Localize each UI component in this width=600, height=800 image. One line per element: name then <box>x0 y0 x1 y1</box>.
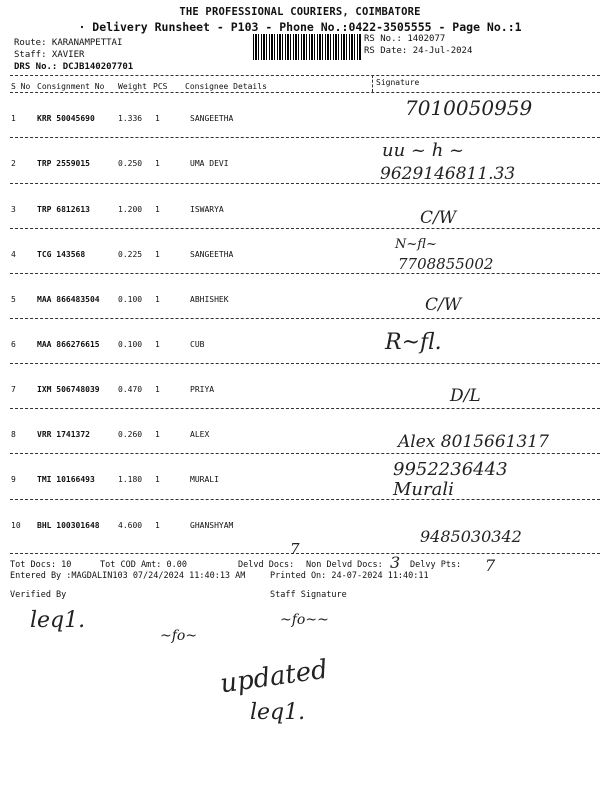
row-weight: 1.336 <box>118 114 143 123</box>
row-weight: 0.100 <box>118 340 143 349</box>
row-pcs: 1 <box>155 205 160 214</box>
row-consignee: ALEX <box>190 430 210 439</box>
row-sno: 2 <box>11 159 16 168</box>
row-sno: 3 <box>11 205 16 214</box>
handwriting-row2: 9629146811.33 <box>380 164 516 184</box>
staff-signature-scribble-2: ~fo~~ <box>280 612 329 628</box>
row-consignment-no: TRP 6812613 <box>37 205 90 214</box>
row-consignee: GHANSHYAM <box>190 521 234 530</box>
company-name: THE PROFESSIONAL COURIERS, COIMBATORE <box>179 6 421 18</box>
handwriting-row5: C/W <box>425 295 462 315</box>
handwriting-row10: 9485030342 <box>420 527 522 546</box>
col-sno: S No <box>11 82 31 91</box>
row-consignment-no: IXM 506748039 <box>37 385 100 394</box>
table-header-rule <box>10 92 600 93</box>
col-consignment: Consignment No <box>37 82 105 91</box>
row-weight: 1.180 <box>118 475 143 484</box>
row-sno: 8 <box>11 430 16 439</box>
row-consignee: ISWARYA <box>190 205 224 214</box>
row-consignee: SANGEETHA <box>190 114 234 123</box>
row-pcs: 1 <box>155 295 160 304</box>
row-consignment-no: TRP 2559015 <box>37 159 90 168</box>
row-pcs: 1 <box>155 114 160 123</box>
row-sno: 7 <box>11 385 16 394</box>
delivery-points-hand: 7 <box>485 556 496 575</box>
delivery-points-label: Delvy Pts: <box>410 560 462 570</box>
row-weight: 0.225 <box>118 250 143 259</box>
handwriting-row9: 9952236443 Murali <box>393 459 508 500</box>
rs-date: RS Date: 24-Jul-2024 <box>364 46 473 56</box>
row-consignee: ABHISHEK <box>190 295 229 304</box>
row-weight: 0.100 <box>118 295 143 304</box>
row-rule <box>10 363 600 364</box>
non-delivered-docs-hand: 3 <box>390 553 401 572</box>
col-consignee: Consignee Details <box>185 82 267 91</box>
row-sno: 10 <box>11 521 21 530</box>
staff-signature-scribble-1: ~fo~ <box>160 628 198 644</box>
col-weight: Weight <box>118 82 147 91</box>
row-weight: 0.470 <box>118 385 143 394</box>
handwriting-row1: 7010050959 <box>405 96 533 120</box>
row-rule <box>10 408 600 409</box>
rs-number: RS No.: 1402077 <box>364 34 446 44</box>
row-consignee: MURALI <box>190 475 219 484</box>
barcode <box>253 34 361 60</box>
row-consignee: SANGEETHA <box>190 250 234 259</box>
row-pcs: 1 <box>155 340 160 349</box>
staff: Staff: XAVIER <box>14 50 85 60</box>
col-signature: Signature <box>376 78 420 87</box>
route: Route: KARANAMPETTAI <box>14 38 123 48</box>
verifier-signature: leq1. <box>30 608 86 633</box>
handwriting-row3: C/W <box>420 208 457 228</box>
signature-scribble-row4: N~fl~ <box>395 237 437 252</box>
row-consignment-no: KRR 50045690 <box>37 114 95 123</box>
handwriting-row7: D/L <box>450 386 481 406</box>
row-consignment-no: MAA 866483504 <box>37 295 100 304</box>
table-top-rule <box>10 75 600 76</box>
delivered-docs-hand: 7 <box>290 540 300 558</box>
row-weight: 0.260 <box>118 430 143 439</box>
signature-scribble-row2: uu ~ h ~ <box>382 140 465 161</box>
row-pcs: 1 <box>155 521 160 530</box>
row-pcs: 1 <box>155 475 160 484</box>
totals-rule <box>10 553 600 554</box>
row-consignment-no: TMI 10166493 <box>37 475 95 484</box>
row-pcs: 1 <box>155 430 160 439</box>
delivered-docs-label: Delvd Docs: <box>238 560 295 570</box>
row-pcs: 1 <box>155 159 160 168</box>
updated-note: updated <box>218 654 330 700</box>
row-sno: 9 <box>11 475 16 484</box>
row-rule <box>10 228 600 229</box>
drs-number: DRS No.: DCJB140207701 <box>14 62 134 72</box>
non-delivered-docs-label: Non Delvd Docs: <box>306 560 383 570</box>
row-pcs: 1 <box>155 385 160 394</box>
verified-by-label: Verified By <box>10 590 67 600</box>
signature-scribble-row6: R~fl. <box>385 330 442 355</box>
row-sno: 1 <box>11 114 16 123</box>
row-rule <box>10 137 600 138</box>
handwriting-row8: Alex 8015661317 <box>398 432 549 452</box>
runsheet-title: · Delivery Runsheet - P103 - Phone No.:0422-3505555 - Page No.:1 <box>78 20 522 34</box>
row-consignment-no: MAA 866276615 <box>37 340 100 349</box>
row-weight: 1.200 <box>118 205 143 214</box>
row-consignee: PRIYA <box>190 385 215 394</box>
row-consignment-no: VRR 1741372 <box>37 430 90 439</box>
row-rule <box>10 318 600 319</box>
row-consignee: CUB <box>190 340 205 349</box>
row-rule <box>10 453 600 454</box>
row-pcs: 1 <box>155 250 160 259</box>
entered-by: Entered By :MAGDALIN103 07/24/2024 11:40:13 AM <box>10 571 246 581</box>
signature-column-divider <box>372 75 373 92</box>
handwriting-row4: 7708855002 <box>398 255 494 273</box>
total-docs: Tot Docs: 10 <box>10 560 72 570</box>
total-cod-amount: Tot COD Amt: 0.00 <box>100 560 187 570</box>
printed-on: Printed On: 24-07-2024 11:40:11 <box>270 571 429 581</box>
row-rule <box>10 273 600 274</box>
col-pcs: PCS <box>153 82 168 91</box>
row-sno: 6 <box>11 340 16 349</box>
staff-signature-label: Staff Signature <box>270 590 347 600</box>
row-sno: 5 <box>11 295 16 304</box>
row-consignment-no: BHL 100301648 <box>37 521 100 530</box>
row-consignment-no: TCG 143568 <box>37 250 86 259</box>
row-sno: 4 <box>11 250 16 259</box>
row-weight: 4.600 <box>118 521 143 530</box>
updated-signature: leq1. <box>250 700 306 725</box>
row-consignee: UMA DEVI <box>190 159 229 168</box>
row-weight: 0.250 <box>118 159 143 168</box>
